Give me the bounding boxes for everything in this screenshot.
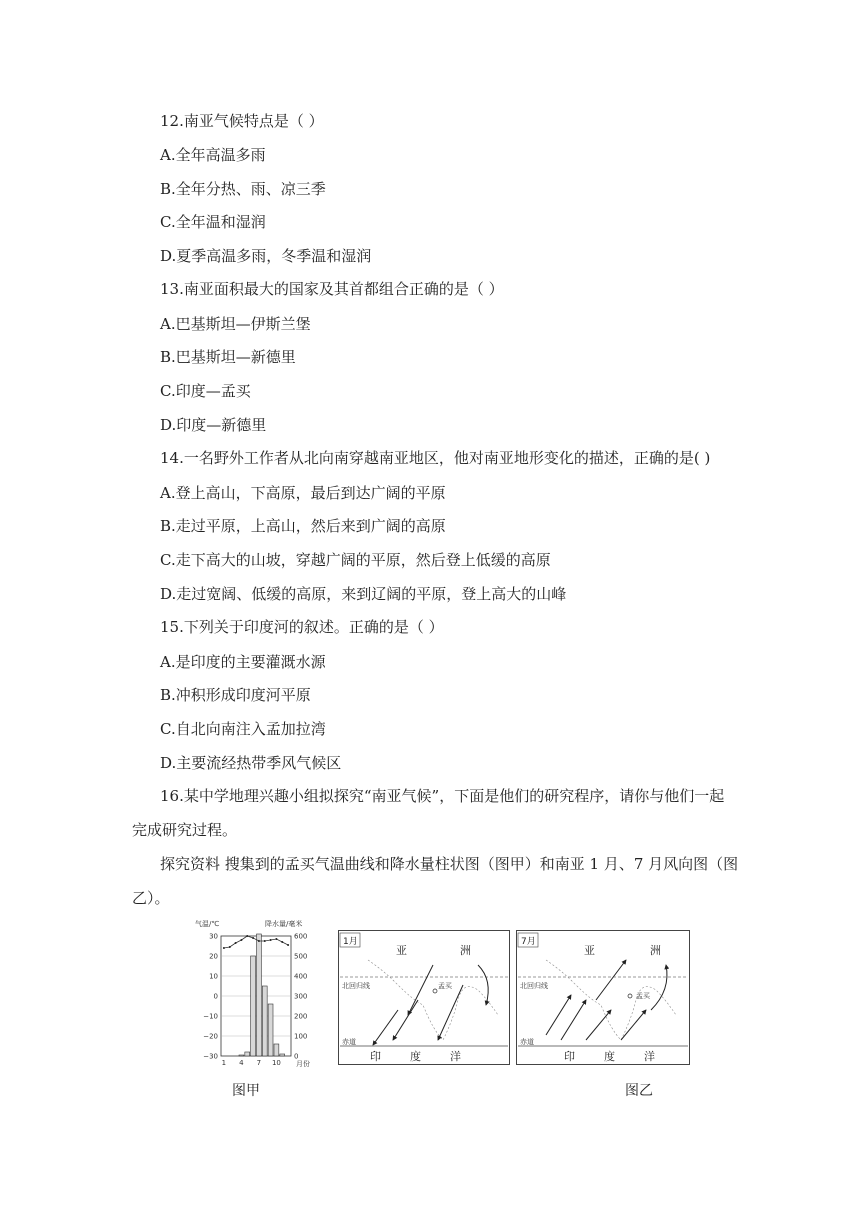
q13-option-d: D.印度—新德里 xyxy=(160,416,267,434)
temperature-point xyxy=(287,944,289,946)
figure-b-caption: 图乙 xyxy=(625,1083,653,1099)
month-tick-label: 4 xyxy=(239,1059,244,1067)
q16-stem-line-1: 16.某中学地理兴趣小组拟探究“南亚气候”，下面是他们的研究程序，请你与他们一起 xyxy=(160,787,725,805)
tropic-label: 北回归线 xyxy=(342,982,370,990)
precip-tick-label: 300 xyxy=(294,992,308,1001)
q13-option-b: B.巴基斯坦—新德里 xyxy=(160,348,296,366)
q13-option-c: C.印度—孟买 xyxy=(160,382,251,400)
precip-tick-label: 0 xyxy=(294,1052,299,1061)
q15-stem: 15.下列关于印度河的叙述。正确的是（ ） xyxy=(160,618,444,636)
q12-option-d: D.夏季高温多雨，冬季温和湿润 xyxy=(160,247,372,265)
q12-option-c: C.全年温和湿润 xyxy=(160,213,266,231)
q15-option-d: D.主要流经热带季风气候区 xyxy=(160,754,342,772)
temperature-point xyxy=(258,940,260,942)
map-month-label: 1月 xyxy=(343,937,358,947)
q14-option-d: D.走过宽阔、低缓的高原，来到辽阔的平原，登上高大的山峰 xyxy=(160,585,567,603)
ocean-label-a: 印 xyxy=(370,1050,381,1063)
city-label: 孟买 xyxy=(636,992,650,1000)
temperature-point xyxy=(252,937,254,939)
q15-option-a: A.是印度的主要灌溉水源 xyxy=(160,653,326,671)
temperature-points xyxy=(223,935,289,949)
temp-tick-label: 20 xyxy=(209,952,218,961)
q13-stem: 13.南亚面积最大的国家及其首都组合正确的是（ ） xyxy=(160,280,504,298)
gridlines xyxy=(221,956,291,1036)
q13-option-a: A.巴基斯坦—伊斯兰堡 xyxy=(160,315,311,333)
q14-option-c: C.走下高大的山坡，穿越广阔的平原，然后登上低缓的高原 xyxy=(160,551,551,569)
month-tick-label: 7 xyxy=(256,1059,262,1067)
temp-tick-label: −30 xyxy=(203,1052,218,1061)
temp-tick-label: 10 xyxy=(209,972,218,981)
precip-bar xyxy=(257,934,262,1056)
ocean-label-a: 印 xyxy=(564,1050,575,1063)
temperature-point xyxy=(270,939,272,941)
precip-bar xyxy=(262,986,267,1056)
temp-tick-label: −20 xyxy=(203,1032,218,1041)
month-tick-label: 1 xyxy=(221,1059,227,1067)
city-label: 孟买 xyxy=(438,982,452,990)
map-frame xyxy=(339,931,510,1065)
q12-option-a: A.全年高温多雨 xyxy=(160,146,266,164)
q12-option-b: B.全年分热、雨、凉三季 xyxy=(160,180,326,198)
asia-label-b: 洲 xyxy=(460,944,471,957)
map-month-label: 7月 xyxy=(521,937,536,947)
q14-option-a: A.登上高山，下高原，最后到达广阔的平原 xyxy=(160,484,446,502)
precip-tick-label: 600 xyxy=(294,932,308,941)
temperature-point xyxy=(275,938,277,940)
temperature-point xyxy=(229,946,231,948)
temperature-point xyxy=(264,940,266,942)
precip-tick-label: 200 xyxy=(294,1012,308,1021)
ocean-label-c: 洋 xyxy=(644,1050,655,1063)
temp-axis-label: 气温/℃ xyxy=(195,920,220,928)
precip-bar xyxy=(239,1055,244,1056)
precip-tick-label: 100 xyxy=(294,1032,308,1041)
q15-option-c: C.自北向南注入孟加拉湾 xyxy=(160,720,326,738)
precip-bar xyxy=(251,956,256,1056)
figure-a-caption: 图甲 xyxy=(232,1083,260,1099)
precip-tick-label: 500 xyxy=(294,952,308,961)
temperature-curve xyxy=(224,936,288,948)
month-unit-label: 月份 xyxy=(296,1060,310,1068)
tropic-label: 北回归线 xyxy=(520,982,548,990)
temp-tick-label: −10 xyxy=(203,1012,218,1021)
temp-tick-label: 30 xyxy=(209,932,218,941)
map-frame xyxy=(517,931,690,1065)
temp-tick-label: 0 xyxy=(213,992,218,1001)
equator-label: 赤道 xyxy=(342,1038,356,1046)
precip-axis-label: 降水量/毫米 xyxy=(265,920,303,928)
ocean-label-b: 度 xyxy=(604,1050,615,1063)
q12-stem: 12.南亚气候特点是（ ） xyxy=(160,112,324,130)
q16-material-line-1: 探究资料 搜集到的孟买气温曲线和降水量柱状图（图甲）和南亚 1 月、7 月风向图（图 xyxy=(160,855,739,873)
figure-b-july-map xyxy=(516,930,690,1065)
asia-label-b: 洲 xyxy=(650,944,661,957)
month-tick-label: 10 xyxy=(271,1059,281,1067)
precip-bar xyxy=(280,1054,285,1056)
asia-label-a: 亚 xyxy=(396,944,407,957)
temperature-point xyxy=(235,942,237,944)
temperature-point xyxy=(223,947,225,949)
precip-bars xyxy=(239,934,285,1056)
q16-stem-line-2: 完成研究过程。 xyxy=(132,821,238,839)
precip-bar xyxy=(274,1044,279,1056)
q15-option-b: B.冲积形成印度河平原 xyxy=(160,686,311,704)
temperature-point xyxy=(240,939,242,941)
precip-bar xyxy=(268,1004,273,1056)
month-tick-labels xyxy=(222,1059,281,1067)
equator-label: 赤道 xyxy=(520,1038,534,1046)
temp-tick-labels xyxy=(203,933,218,1061)
figure-a-climate-chart xyxy=(195,918,330,1068)
ocean-label-b: 度 xyxy=(410,1050,421,1063)
precip-tick-labels xyxy=(294,933,307,1061)
q14-option-b: B.走过平原，上高山，然后来到广阔的高原 xyxy=(160,517,446,535)
figure-b-january-map xyxy=(338,930,510,1065)
precip-bar xyxy=(245,1052,250,1056)
temperature-point xyxy=(246,935,248,937)
asia-label-a: 亚 xyxy=(584,944,595,957)
q16-material-line-2: 乙）。 xyxy=(132,889,170,907)
temperature-point xyxy=(281,941,283,943)
q14-stem: 14.一名野外工作者从北向南穿越南亚地区，他对南亚地形变化的描述，正确的是( ) xyxy=(160,449,711,467)
precip-tick-label: 400 xyxy=(294,972,308,981)
ocean-label-c: 洋 xyxy=(450,1050,461,1063)
